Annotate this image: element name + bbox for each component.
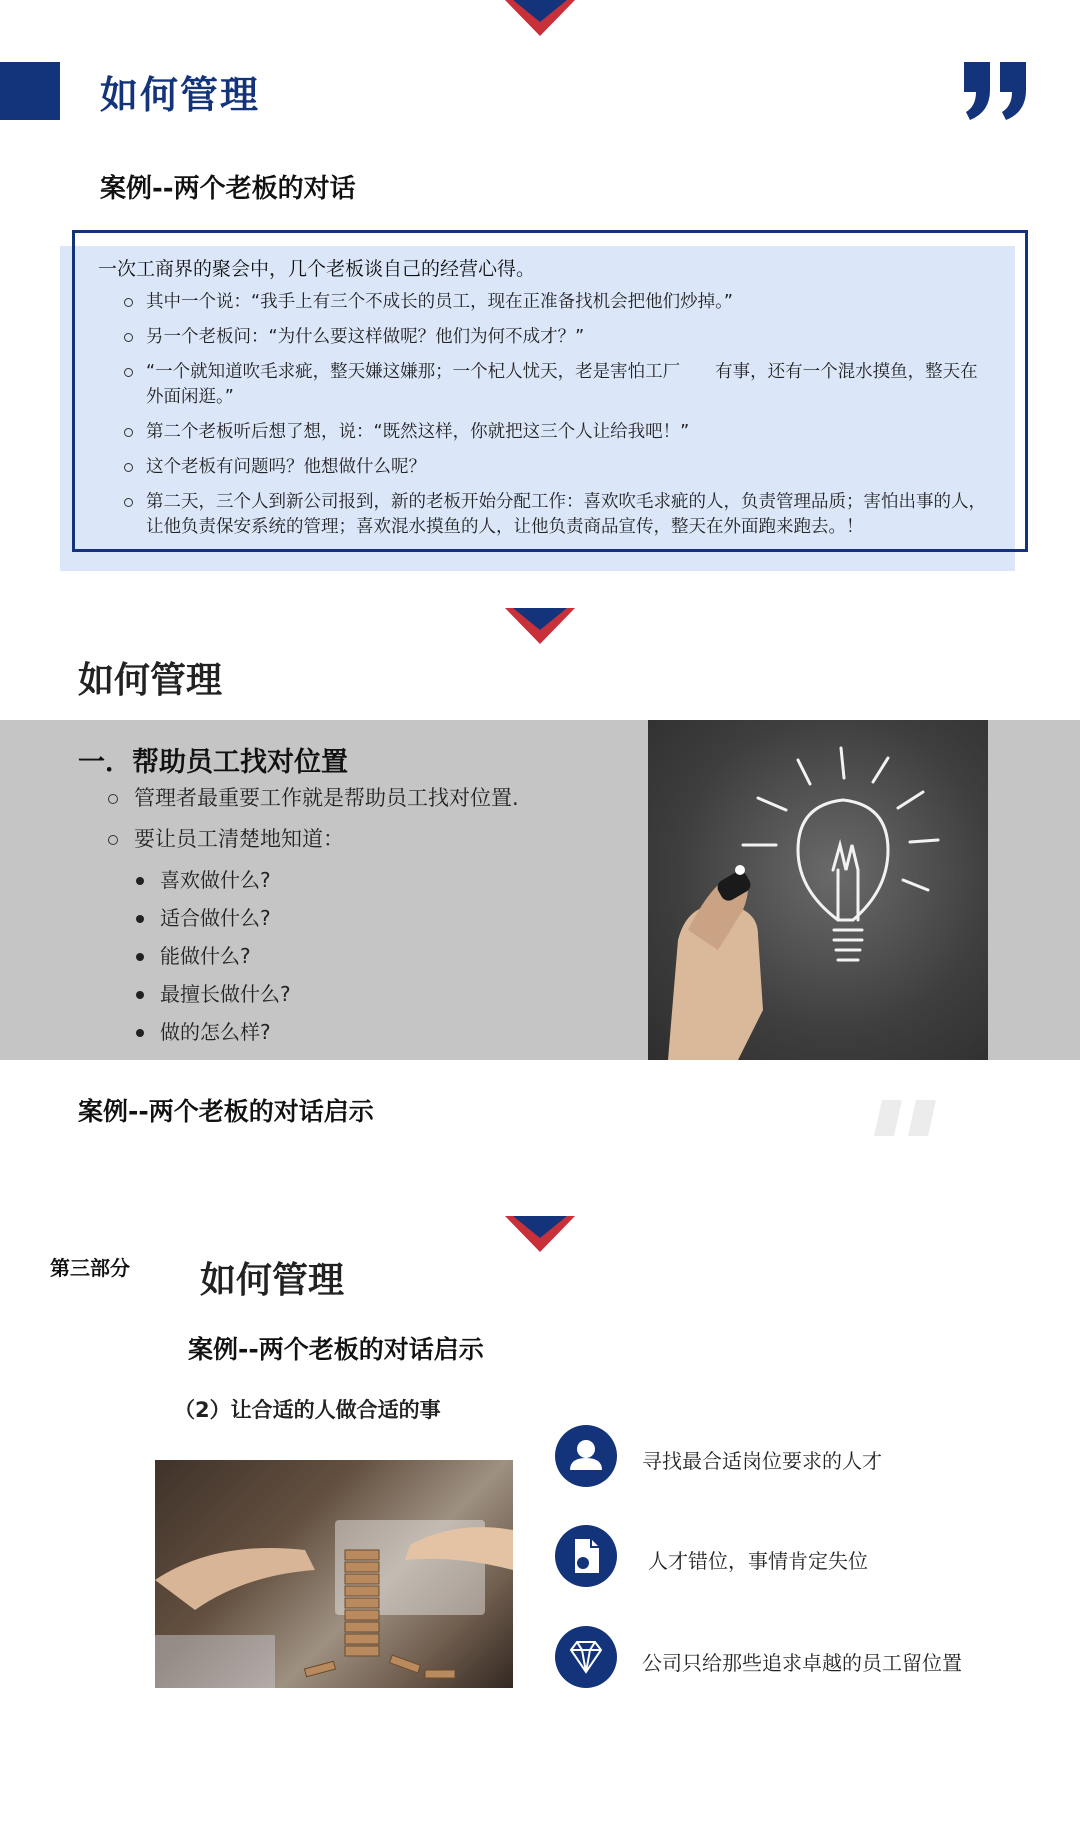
document-icon [555, 1525, 617, 1587]
person-icon [555, 1425, 617, 1487]
list-item: 管理者最重要工作就是帮助员工找对位置. [108, 784, 519, 812]
section-heading: 一．帮助员工找对位置 [78, 747, 348, 778]
page-title: 如何管理 [78, 660, 223, 701]
part-label: 第三部分 [50, 1256, 130, 1280]
lightbulb-image [648, 720, 988, 1060]
page-title: 如何管理 [200, 1260, 345, 1301]
feature-icon-3 [555, 1626, 617, 1688]
list-item: 要让员工清楚地知道： [108, 825, 519, 853]
page-title: 如何管理 [100, 73, 261, 117]
section-subtitle: （2）让合适的人做合适的事 [174, 1398, 441, 1422]
list-item: 做的怎么样? [136, 1018, 291, 1046]
case-title: 案例--两个老板的对话启示 [188, 1335, 484, 1364]
questions-list [136, 866, 291, 1056]
diamond-icon [555, 1626, 617, 1688]
case-title: 案例--两个老板的对话启示 [78, 1097, 374, 1126]
list-item: 其中一个说：“我手上有三个不成长的员工，现在正准备找机会把他们炒掉。” [124, 290, 994, 315]
list-item: “一个就知道吹毛求疵，整天嫌这嫌那；一个杞人忧天，老是害怕工厂 有事，还有一个混水摸鱼，整天在外面闲逛。” [124, 360, 994, 410]
case-title: 案例--两个老板的对话 [100, 174, 356, 204]
jenga-tower-icon [155, 1460, 513, 1688]
chevron-down-icon [505, 0, 575, 38]
feature-text: 人才错位，事情肯定失位 [648, 1549, 868, 1573]
list-item: 最擅长做什么? [136, 980, 291, 1008]
list-item: 喜欢做什么? [136, 866, 291, 894]
section-marker [0, 62, 60, 120]
chevron-down-icon [505, 608, 575, 646]
list-item: 能做什么? [136, 942, 291, 970]
list-item: 这个老板有问题吗？他想做什么呢？ [124, 455, 994, 480]
feature-text: 公司只给那些追求卓越的员工留位置 [642, 1651, 962, 1675]
chevron-down-icon [505, 1216, 575, 1254]
teamwork-photo [155, 1460, 513, 1688]
case-dialogue-list [124, 290, 994, 550]
quote-icon [872, 1098, 942, 1138]
points-list [108, 784, 519, 866]
list-item: 第二天，三个人到新公司报到，新的老板开始分配工作：喜欢吹毛求疵的人，负责管理品质；害怕出事的人，让他负责保安系统的管理；喜欢混水摸鱼的人，让他负责商品宣传，整天在外面跑来跑去。！ [124, 490, 994, 540]
list-item: 另一个老板问：“为什么要这样做呢？他们为何不成才？” [124, 325, 994, 350]
feature-icon-1 [555, 1425, 617, 1487]
case-lead-text: 一次工商界的聚会中，几个老板谈自己的经营心得。 [98, 258, 536, 280]
list-item: 第二个老板听后想了想，说：“既然这样，你就把这三个人让给我吧！” [124, 420, 994, 445]
feature-icon-2 [555, 1525, 617, 1587]
list-item: 适合做什么? [136, 904, 291, 932]
lightbulb-icon [648, 720, 988, 1060]
feature-text: 寻找最合适岗位要求的人才 [642, 1449, 882, 1473]
quote-icon [962, 60, 1030, 122]
